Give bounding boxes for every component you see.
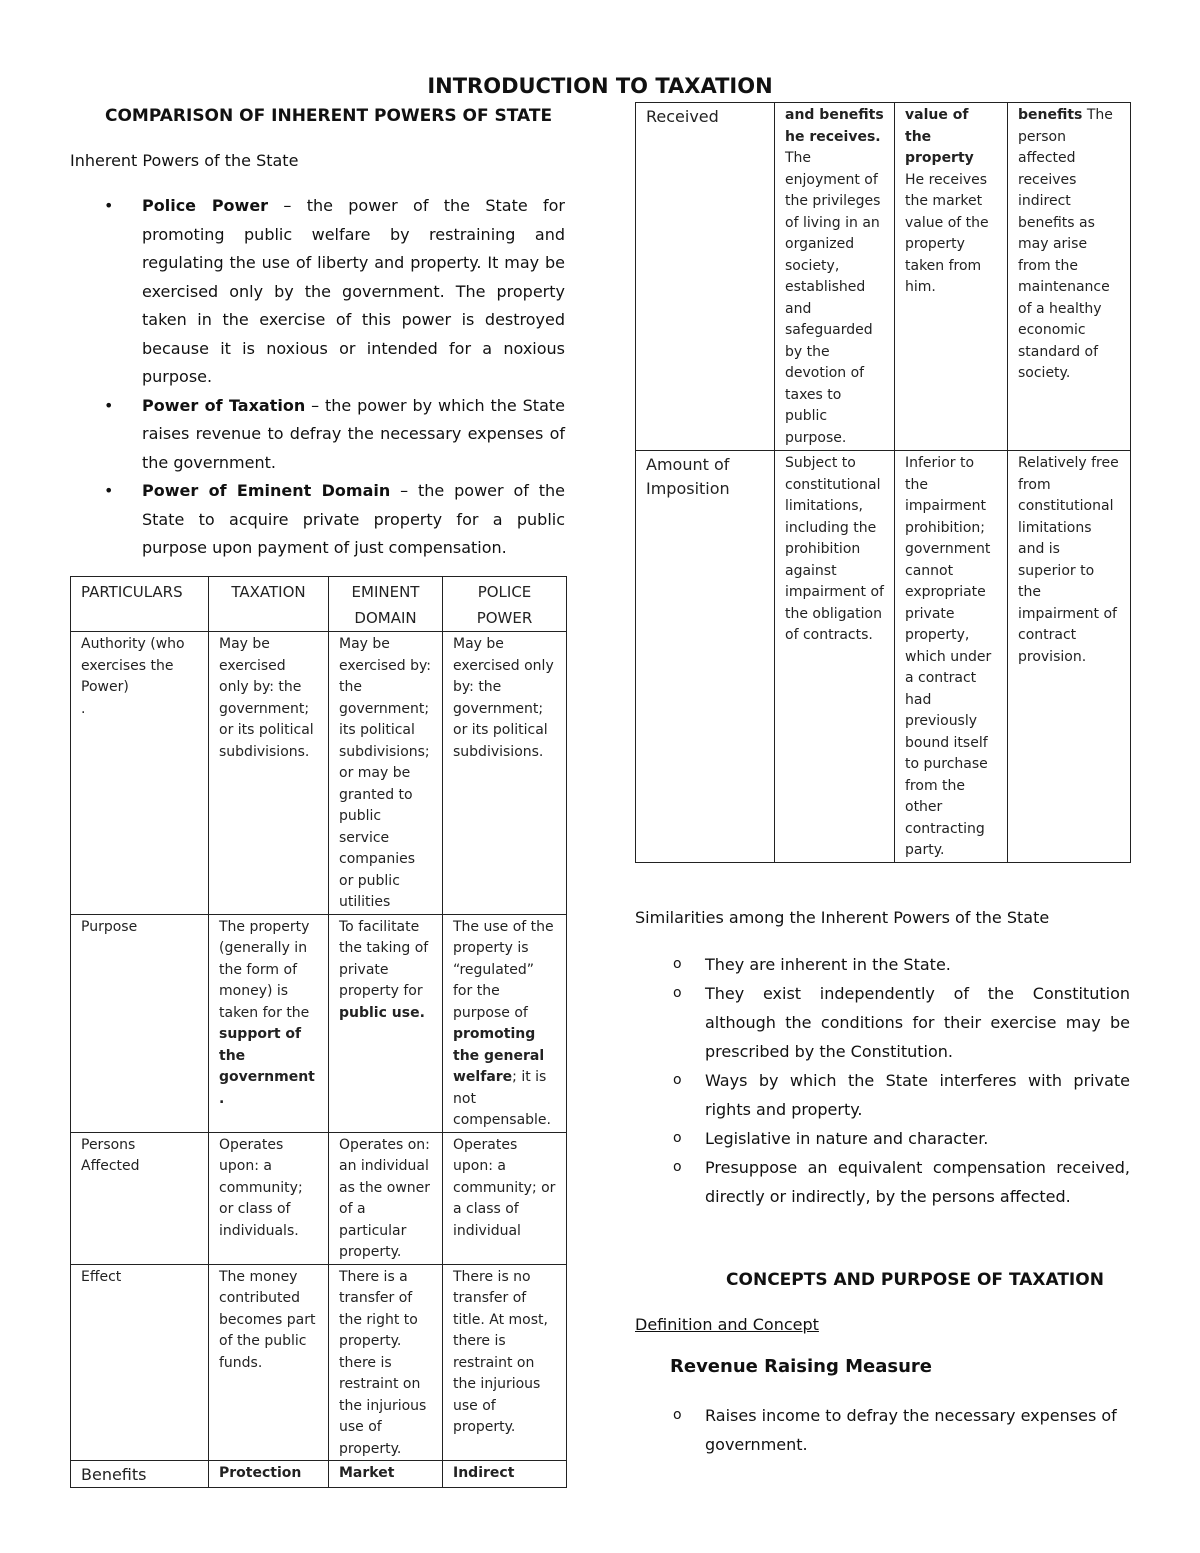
cell-eminent: value of the property He receives the market value of the property taken from him. — [895, 103, 1008, 451]
powers-list — [70, 192, 565, 563]
row-label: Persons Affected — [71, 1132, 209, 1264]
page-title: INTRODUCTION TO TAXATION — [427, 74, 773, 98]
cell-police: Indirect — [443, 1461, 567, 1488]
table-row — [71, 1461, 567, 1488]
comparison-table — [70, 576, 567, 1488]
table-row — [636, 103, 1131, 451]
cell-taxation: The money contributed becomes part of the public funds. — [209, 1264, 329, 1461]
cell-taxation: The property (generally in the form of money) is taken for the support of the government. — [209, 914, 329, 1132]
cell-police: benefits The person affected receives indirect benefits as may arise from the maintenance of a healthy economic standard of society. — [1008, 103, 1131, 451]
table-row — [71, 1264, 567, 1461]
list-item: o Legislative in nature and character. — [635, 1124, 1130, 1153]
cell-eminent: To facilitate the taking of private property for public use. — [329, 914, 443, 1132]
row-label: Authority (who exercises the Power) . — [71, 632, 209, 915]
cell-taxation: Subject to constitutional limitations, including the prohibition against impairment of the obligation of contracts. — [775, 451, 895, 863]
cell-taxation: Operates upon: a community; or class of individuals. — [209, 1132, 329, 1264]
table-row — [636, 451, 1131, 863]
cell-police: May be exercised only by: the government; or its political subdivisions. — [443, 632, 567, 915]
circle-bullet-icon: o — [673, 985, 682, 1001]
cell-taxation: Protection — [209, 1461, 329, 1488]
power-term: Power of Taxation — [142, 395, 306, 415]
cell-eminent: Market — [329, 1461, 443, 1488]
cell-eminent: There is a transfer of the right to property. there is restraint on the injurious use of property. — [329, 1264, 443, 1461]
bullet-icon: • — [104, 395, 114, 415]
header-police-power: POLICE POWER — [443, 577, 567, 632]
row-label: Amount of Imposition — [636, 451, 775, 863]
similarities-title: Similarities among the Inherent Powers of the State — [635, 908, 1050, 927]
concepts-heading: CONCEPTS AND PURPOSE OF TAXATION — [726, 1270, 1104, 1290]
cell-taxation: and benefits he receives. The enjoyment of the privileges of living in an organized society, established and safeguarded by the devotion of taxes to public purpose. — [775, 103, 895, 451]
circle-bullet-icon: o — [673, 1130, 682, 1146]
section-subtitle: COMPARISON OF INHERENT POWERS OF STATE — [105, 106, 553, 126]
intro-text: Inherent Powers of the State — [70, 151, 299, 170]
circle-bullet-icon: o — [673, 1407, 682, 1423]
list-item: o They are inherent in the State. — [635, 950, 1130, 979]
power-term: Police Power — [142, 196, 269, 215]
cell-police: There is no transfer of title. At most, there is restraint on the injurious use of property. — [443, 1264, 567, 1461]
header-taxation: TAXATION — [209, 577, 329, 632]
bullet-icon: • — [104, 481, 114, 500]
cell-eminent: Inferior to the impairment prohibition; government cannot expropriate private property, which under a contract had previously bound itself to purchase from the other contracting party. — [895, 451, 1008, 863]
cell-eminent: May be exercised by: the government; its political subdivisions; or may be granted to public service companies or public utilities — [329, 632, 443, 915]
table-row — [71, 1132, 567, 1264]
row-label: Effect — [71, 1264, 209, 1461]
circle-bullet-icon: o — [673, 1159, 682, 1175]
definition-heading: Definition and Concept — [635, 1315, 819, 1334]
list-item: o They exist independently of the Constitution although the conditions for their exercise may be prescribed by the Constitution. — [635, 979, 1130, 1066]
power-term: Power of Eminent Domain — [142, 481, 391, 500]
list-item — [70, 192, 565, 392]
circle-bullet-icon: o — [673, 1072, 682, 1088]
similarities-list — [635, 950, 1130, 1211]
power-desc: – the power of the State for promoting public welfare by restraining and regulating the use of liberty and property. It may be exercised only by the government. The property taken in the exercise of this power is destroyed because it is noxious or intended for a noxious purpose. — [142, 196, 565, 386]
list-item: o Presuppose an equivalent compensation received, directly or indirectly, by the persons affected. — [635, 1153, 1130, 1211]
list-item — [70, 392, 565, 478]
list-item: o Ways by which the State interferes with private rights and property. — [635, 1066, 1130, 1124]
table-row — [71, 914, 567, 1132]
header-particulars: PARTICULARS — [71, 577, 209, 632]
table-header-row — [71, 577, 567, 632]
cell-police: Operates upon: a community; or a class of individual — [443, 1132, 567, 1264]
circle-bullet-icon: o — [673, 956, 682, 972]
revenue-heading: Revenue Raising Measure — [670, 1356, 933, 1377]
cell-police: Relatively free from constitutional limitations and is superior to the impairment of contract provision. — [1008, 451, 1131, 863]
list-item — [70, 477, 565, 563]
header-eminent-domain: EMINENT DOMAIN — [329, 577, 443, 632]
power-desc: – the power by which the State raises revenue to defray the necessary expenses of the government. — [142, 395, 566, 472]
bullet-icon: • — [104, 196, 114, 215]
cell-eminent: Operates on: an individual as the owner of a particular property. — [329, 1132, 443, 1264]
list-item: o Raises income to defray the necessary expenses of government. — [635, 1401, 1130, 1459]
table-row — [71, 632, 567, 915]
comparison-table-continued — [635, 102, 1131, 863]
power-desc: – the power of the State to acquire private property for a public purpose upon payment of just compensation. — [142, 481, 565, 557]
revenue-list — [635, 1401, 1130, 1459]
cell-taxation: May be exercised only by: the government; or its political subdivisions. — [209, 632, 329, 915]
row-label: Benefits — [71, 1461, 209, 1488]
row-label: Received — [636, 103, 775, 451]
cell-police: The use of the property is “regulated” for the purpose of promoting the general welfare; it is not compensable. — [443, 914, 567, 1132]
row-label: Purpose — [71, 914, 209, 1132]
